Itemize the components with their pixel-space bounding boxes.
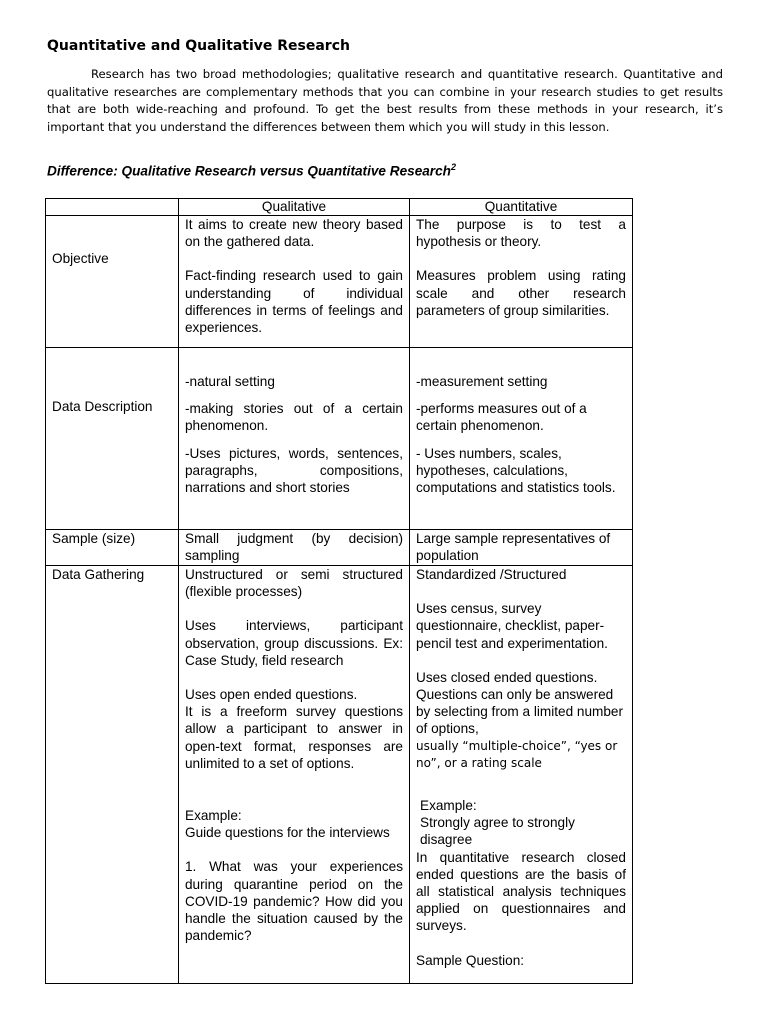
cell-text: Questions can only be answered by selecting from a limited number of options, bbox=[416, 687, 624, 737]
intro-paragraph: Research has two broad methodologies; qualitative research and quantitative research. Quantitative and qualitative researches are complementary methods that you can combine in your research studies to get results that are both wide-reaching and profound. To get the best results from these methods in your research, it’s important that you understand the differences between them which you will study in this lesson. bbox=[47, 67, 723, 134]
page-title: Quantitative and Qualitative Research bbox=[47, 38, 350, 54]
row-label-data-description bbox=[46, 348, 179, 530]
cell-data-gathering-qualitative bbox=[179, 566, 410, 984]
cell-text: Strongly agree to strongly disagree bbox=[420, 815, 575, 848]
row-label-text: Data Description bbox=[52, 399, 153, 414]
cell-text: Uses census, survey questionnaire, checklist, paper-pencil test and experimentation. bbox=[416, 601, 608, 651]
cell-text: Fact-finding research used to gain understanding of individual differences in terms of feelings and experiences. bbox=[185, 268, 403, 336]
cell-data-description-qualitative bbox=[179, 348, 410, 530]
cell-text: -performs measures out of a certain phenomenon. bbox=[416, 401, 587, 434]
cell-text: Example: bbox=[185, 808, 242, 824]
table-row-data-gathering bbox=[46, 566, 633, 984]
row-label-objective bbox=[46, 216, 179, 348]
cell-text: usually “multiple-choice”, “yes or no”, or a rating scale bbox=[416, 738, 618, 770]
cell-objective-qualitative bbox=[179, 216, 410, 348]
row-label-sample: Sample (size) bbox=[46, 530, 179, 566]
comparison-table bbox=[45, 198, 633, 984]
cell-text: Standardized /Structured bbox=[416, 567, 567, 582]
cell-text: It aims to create new theory based on the gathered data. bbox=[185, 217, 403, 250]
cell-text: 1. What was your experiences during quarantine period on the COVID-19 pandemic? How did you handle the situation caused by the pandemic? bbox=[185, 859, 403, 944]
cell-objective-quantitative bbox=[410, 216, 633, 348]
table-row-sample bbox=[46, 530, 633, 566]
cell-text: Guide questions for the interviews bbox=[185, 825, 390, 841]
section-title bbox=[47, 162, 456, 179]
header-cell-quantitative: Quantitative bbox=[410, 199, 633, 216]
row-label-text: Objective bbox=[52, 251, 109, 266]
table-header-row bbox=[46, 199, 633, 216]
cell-data-gathering-quantitative bbox=[410, 566, 633, 984]
cell-text: Uses closed ended questions. bbox=[416, 669, 598, 685]
header-cell-qualitative: Qualitative bbox=[179, 199, 410, 216]
cell-text: -Uses pictures, words, sentences, paragraphs, compositions, narrations and short stories bbox=[185, 445, 403, 496]
cell-text: Uses open ended questions. bbox=[185, 687, 358, 703]
cell-text: In quantitative research closed ended questions are the basis of all statistical analysis techniques applied on questionnaires and surveys. bbox=[416, 849, 626, 934]
header-cell-empty bbox=[46, 199, 179, 216]
cell-sample-qualitative: Small judgment (by decision) sampling bbox=[179, 530, 410, 566]
cell-text: The purpose is to test a hypothesis or theory. bbox=[416, 217, 626, 250]
section-title-text: Difference: Qualitative Research versus Quantitative Research bbox=[47, 163, 451, 179]
cell-text: - Uses numbers, scales, hypotheses, calculations, computations and statistics tools. bbox=[416, 445, 616, 496]
footnote-marker: 2 bbox=[450, 162, 456, 172]
cell-text: Sample Question: bbox=[416, 952, 525, 968]
table-row-objective bbox=[46, 216, 633, 348]
cell-text: It is a freeform survey questions allow a participant to answer in open-text format, responses are unlimited to a set of options. bbox=[185, 704, 403, 771]
cell-data-description-quantitative bbox=[410, 348, 633, 530]
cell-text: Measures problem using rating scale and other research parameters of group similarities. bbox=[416, 268, 626, 318]
cell-text: -measurement setting bbox=[416, 374, 548, 389]
row-label-data-gathering: Data Gathering bbox=[46, 566, 179, 984]
cell-text: -making stories out of a certain phenomenon. bbox=[185, 401, 403, 434]
cell-text: Uses interviews, participant observation, group discussions. Ex: Case Study, field research bbox=[185, 618, 403, 668]
cell-text: Unstructured or semi structured (flexible processes) bbox=[185, 567, 403, 600]
table-row-data-description bbox=[46, 348, 633, 530]
cell-text: -natural setting bbox=[185, 374, 275, 389]
cell-sample-quantitative: Large sample representatives of population bbox=[410, 530, 633, 566]
cell-text: Example: bbox=[420, 798, 477, 814]
